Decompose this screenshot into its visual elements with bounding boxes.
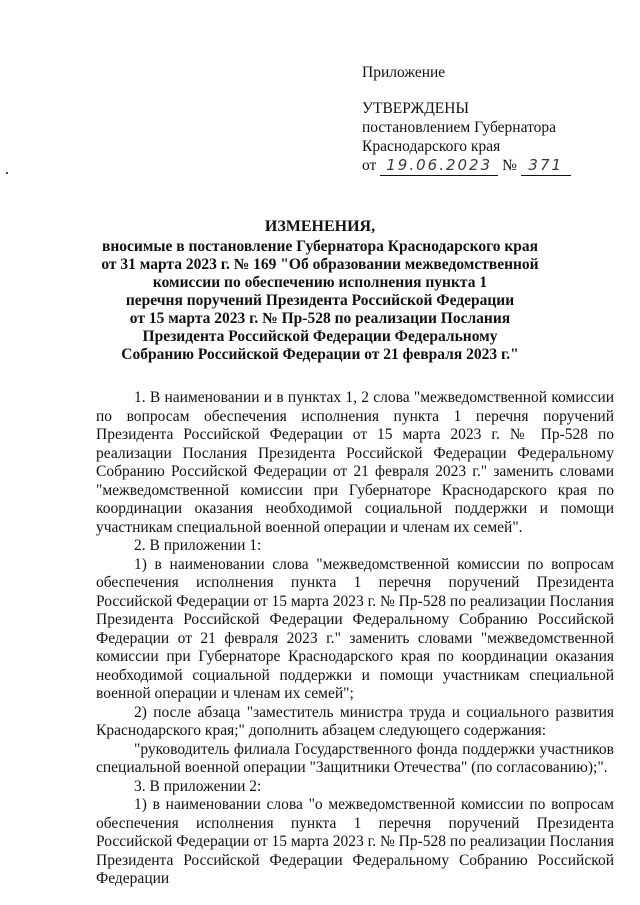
handwritten-number: 371 — [521, 156, 571, 176]
paragraph-5: "руководитель филиала Государственного фонда поддержки участников специальной военной операции "Защитники Отечества" (по согласованию);". — [96, 740, 614, 776]
document-body — [96, 389, 614, 889]
paragraph-4: 2) после абзаца "заместитель министра труда и социального развития Краснодарского края;" дополнить абзацем следующего содержания: — [96, 703, 614, 739]
heading-line: от 31 марта 2023 г. № 169 "Об образовании межведомственной — [101, 256, 539, 273]
heading-line: вносимые в постановление Губернатора Краснодарского края — [101, 238, 539, 255]
heading-line: от 15 марта 2023 г. № Пр-528 по реализации Послания — [129, 310, 511, 327]
approval-block — [362, 63, 632, 176]
paragraph-3: 1) в наименовании слова "межведомственной комиссии по вопросам обеспечения исполнения пункта 1 перечня поручений Президента Российской Федерации от 15 марта 2023 г. № Пр-528 по реализации Послания Президента Российской Федерации Федеральному Собранию Российской Федерации от 21 февраля 2023 г." заменить словами "межведомственной комиссии при Губернаторе Краснодарского края по координации оказания необходимой социальной поддержки и помощи участникам специальной военной операции и членам их семей"; — [96, 555, 614, 702]
paragraph-1: 1. В наименовании и в пунктах 1, 2 слова "межведомственной комиссии по вопросам обеспечения исполнения пункта 1 перечня поручений Президента Российской Федерации от 15 марта 2023 г. № Пр-528 по реализации Послания Президента Российской Федерации Федеральному Собранию Российской Федерации от 21 февраля 2023 г." заменить словами "межведомственной комиссии при Губернаторе Краснодарского края по координации оказания необходимой социальной поддержки и помощи участникам специальной военной операции и членам их семей". — [96, 389, 614, 536]
appendix-label: Приложение — [362, 64, 446, 81]
heading-line: Собранию Российской Федерации от 21 февраля 2023 г." — [121, 346, 519, 363]
handwritten-date: 19.06.2023 — [380, 156, 498, 176]
paragraph-2: 2. В приложении 1: — [134, 537, 262, 554]
number-label: № — [502, 157, 517, 174]
margin-mark — [6, 172, 8, 174]
approval-line-1: постановлением Губернатора — [362, 119, 557, 136]
approved-label: УТВЕРЖДЕНЫ — [362, 100, 469, 117]
heading-title: ИЗМЕНЕНИЯ, — [264, 218, 376, 235]
document-heading — [60, 218, 580, 364]
spacer — [362, 82, 632, 99]
heading-line: перечня поручений Президента Российской Федерации — [125, 292, 515, 309]
heading-line: Президента Российской Федерации Федеральному — [142, 328, 498, 345]
paragraph-6: 3. В приложении 2: — [134, 777, 262, 795]
heading-line: комиссии по обеспечению исполнения пункта 1 — [152, 274, 488, 291]
approval-line-2: Краснодарского края — [362, 138, 501, 155]
paragraph-7: 1) в наименовании слова "о межведомственной комиссии по вопросам обеспечения исполнения пункта 1 перечня поручений Президента Российской Федерации от 15 марта 2023 г. № Пр-528 по реализации Послания Президента Российской Федерации Федеральному Собранию Российской Федерации — [96, 796, 614, 887]
from-label: от — [362, 157, 377, 174]
date-number-line — [362, 156, 632, 176]
